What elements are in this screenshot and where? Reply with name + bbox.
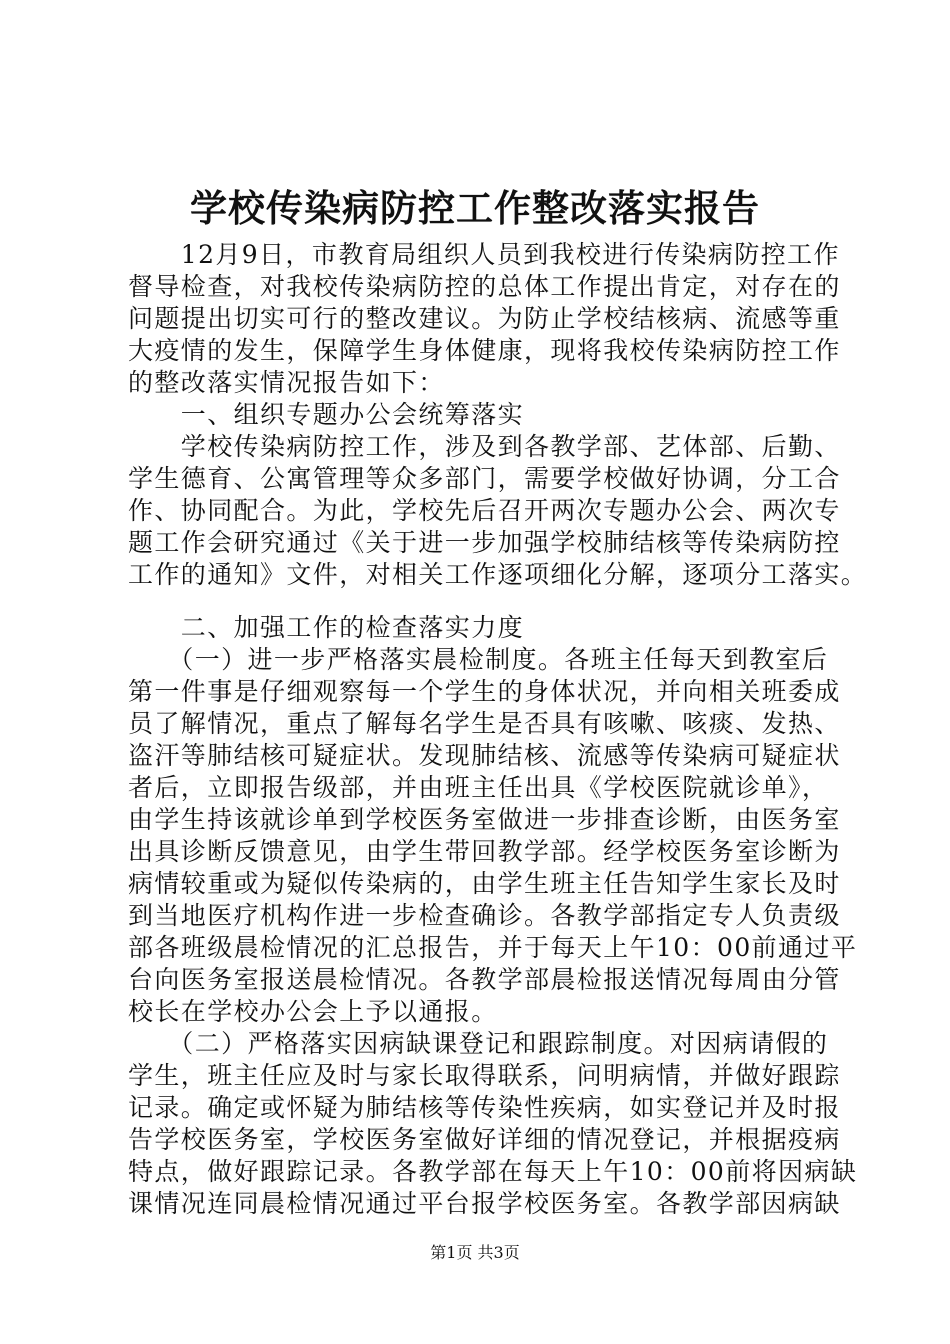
section-heading-2: 二、加强工作的检查落实力度 [128, 613, 525, 642]
body-line-16: 盗汗等肺结核可疑症状。发现肺结核、流感等传染病可疑症状 [128, 741, 841, 770]
body-line-14: 第一件事是仔细观察每一个学生的身体状况，并向相关班委成 [128, 677, 841, 706]
body-line-22: 部各班级晨检情况的汇总报告，并于每天上午10：00前通过平 [128, 933, 858, 962]
body-line-29: 特点，做好跟踪记录。各教学部在每天上午10：00前将因病缺 [128, 1157, 858, 1186]
body-line-25: （二）严格落实因病缺课登记和跟踪制度。对因病请假的 [128, 1029, 829, 1058]
body-line-20: 病情较重或为疑似传染病的，由学生班主任告知学生家长及时 [128, 869, 841, 898]
section-heading-1: 一、组织专题办公会统筹落实 [128, 400, 525, 429]
body-line-28: 告学校医务室，学校医务室做好详细的情况登记，并根据疫病 [128, 1125, 841, 1154]
body-line-30: 课情况连同晨检情况通过平台报学校医务室。各教学部因病缺 [128, 1189, 841, 1218]
body-line-5: 的整改落实情况报告如下： [128, 368, 445, 397]
body-line-9: 作、协同配合。为此，学校先后召开两次专题办公会、两次专 [128, 496, 841, 525]
body-line-27: 记录。确定或怀疑为肺结核等传染性疾病，如实登记并及时报 [128, 1093, 841, 1122]
body-line-26: 学生，班主任应及时与家长取得联系，问明病情，并做好跟踪 [128, 1061, 841, 1090]
body-line-4: 大疫情的发生，保障学生身体健康，现将我校传染病防控工作 [128, 336, 841, 365]
body-line-18: 由学生持该就诊单到学校医务室做进一步排查诊断，由医务室 [128, 805, 841, 834]
body-line-1: 12月9日，市教育局组织人员到我校进行传染病防控工作 [128, 240, 840, 269]
body-line-2: 督导检查，对我校传染病防控的总体工作提出肯定，对存在的 [128, 272, 841, 301]
body-line-7: 学校传染病防控工作，涉及到各教学部、艺体部、后勤、 [128, 432, 841, 461]
body-line-15: 员了解情况，重点了解每名学生是否具有咳嗽、咳痰、发热、 [128, 709, 841, 738]
body-line-21: 到当地医疗机构作进一步检查确诊。各教学部指定专人负责级 [128, 901, 841, 930]
document-title: 学校传染病防控工作整改落实报告 [190, 186, 760, 230]
body-line-8: 学生德育、公寓管理等众多部门，需要学校做好协调，分工合 [128, 464, 841, 493]
body-line-24: 校长在学校办公会上予以通报。 [128, 997, 498, 1026]
body-line-23: 台向医务室报送晨检情况。各教学部晨检报送情况每周由分管 [128, 965, 841, 994]
body-line-11: 工作的通知》文件，对相关工作逐项细化分解，逐项分工落实。 [128, 560, 868, 589]
body-line-13: （一）进一步严格落实晨检制度。各班主任每天到教室后 [128, 645, 829, 674]
body-line-17: 者后，立即报告级部，并由班主任出具《学校医院就诊单》， [128, 773, 829, 802]
body-line-10: 题工作会研究通过《关于进一步加强学校肺结核等传染病防控 [128, 528, 841, 557]
page-number-footer: 第1页 共3页 [430, 1243, 520, 1262]
body-line-19: 出具诊断反馈意见，由学生带回教学部。经学校医务室诊断为 [128, 837, 841, 866]
body-line-3: 问题提出切实可行的整改建议。为防止学校结核病、流感等重 [128, 304, 841, 333]
